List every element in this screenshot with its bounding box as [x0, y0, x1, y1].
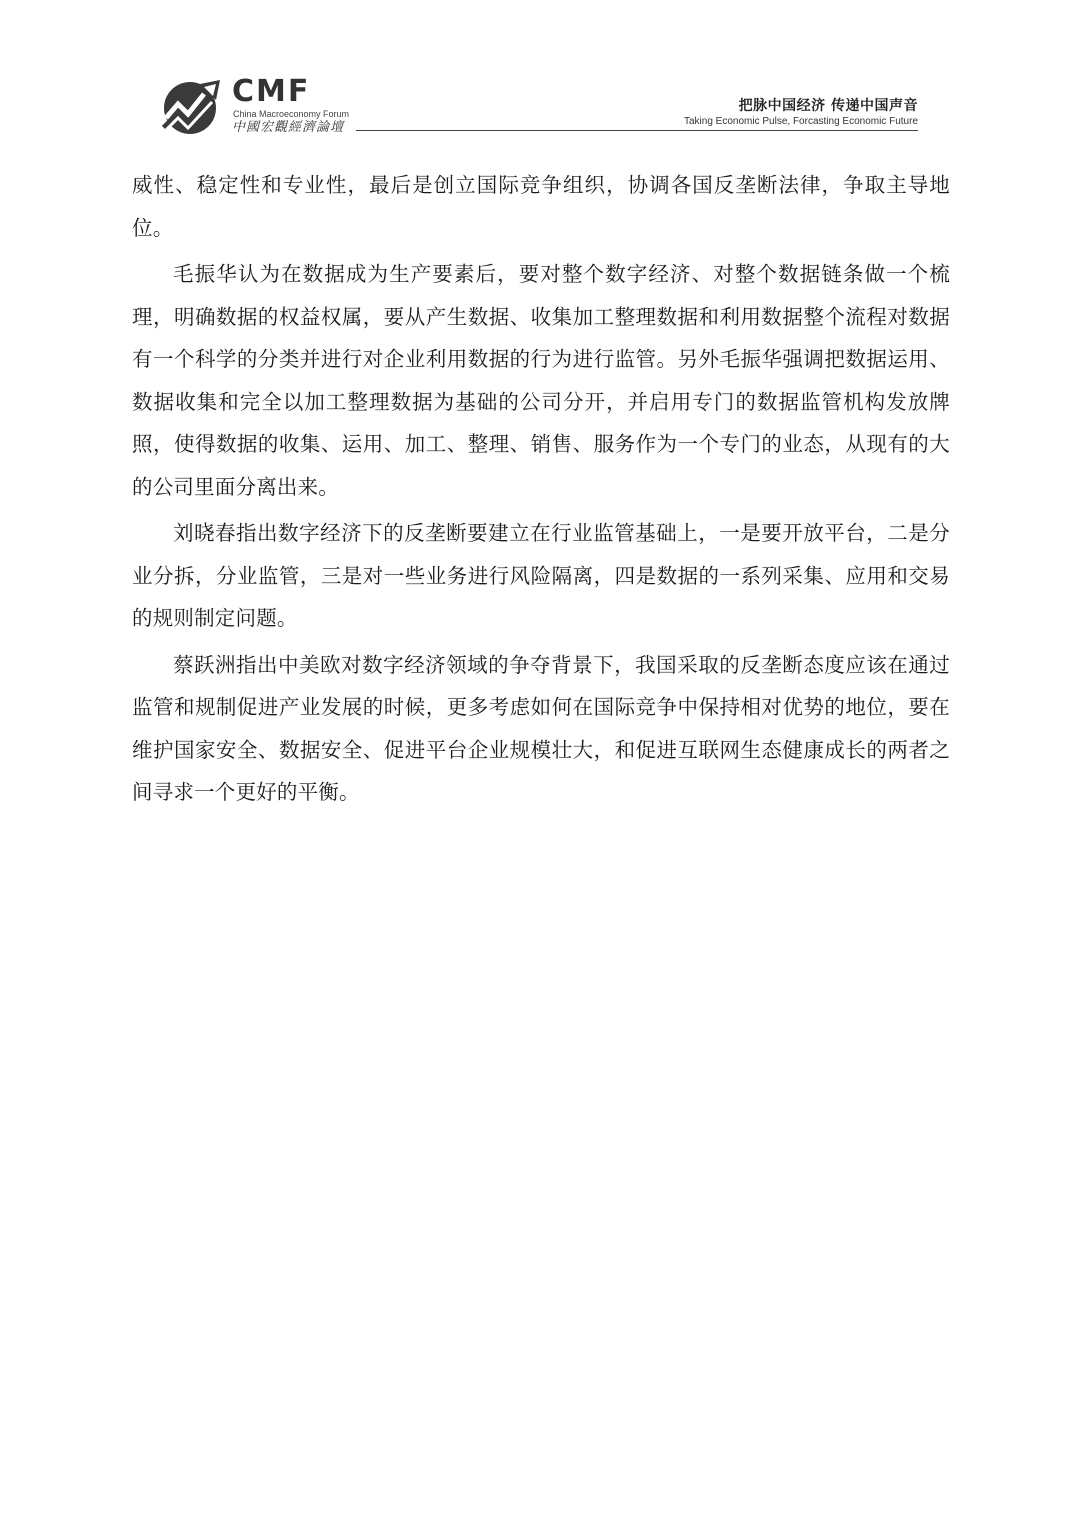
slogan-en: Taking Economic Pulse, Forcasting Economic Future	[684, 116, 918, 127]
logo-title: CMF	[232, 74, 311, 109]
paragraph-cai-yuezhou: 蔡跃洲指出中美欧对数字经济领域的争夺背景下，我国采取的反垄断态度应该在通过监管和规制促进产业发展的时候，更多考虑如何在国际竞争中保持相对优势的地位，要在维护国家安全、数据安全、促进平台企业规模壮大，和促进互联网生态健康成长的两者之间寻求一个更好的平衡。	[132, 652, 950, 804]
paragraph-mao-zhenhua: 毛振华认为在数据成为生产要素后，要对整个数字经济、对整个数据链条做一个梳理，明确数据的权益权属，要从产生数据、收集加工整理数据和利用数据整个流程对数据有一个科学的分类并进行对企业利用数据的行为进行监管。另外毛振华强调把数据运用、数据收集和完全以加工整理数据为基础的公司分开，并启用专门的数据监管机构发放牌照，使得数据的收集、运用、加工、整理、销售、服务作为一个专门的业态，从现有的大的公司里面分离出来。	[132, 262, 950, 499]
header-divider	[356, 130, 918, 131]
paragraph-liu-xiaochun: 刘晓春指出数字经济下的反垄断要建立在行业监管基础上，一是要开放平台，二是分业分拆，分业监管，三是对一些业务进行风险隔离，四是数据的一系列采集、应用和交易的规则制定问题。	[132, 521, 950, 630]
page-header	[160, 72, 920, 142]
logo-subtitle-en: China Macroeconomy Forum	[233, 109, 350, 119]
cmf-logo-icon	[160, 78, 226, 136]
slogan-cn: 把脉中国经济 传递中国声音	[738, 98, 918, 114]
article-body	[132, 164, 950, 818]
paragraph-continued: 威性、稳定性和专业性，最后是创立国际竞争组织，协调各国反垄断法律，争取主导地位。	[132, 173, 950, 240]
logo-subtitle-cn: 中國宏觀經濟論壇	[232, 120, 345, 135]
